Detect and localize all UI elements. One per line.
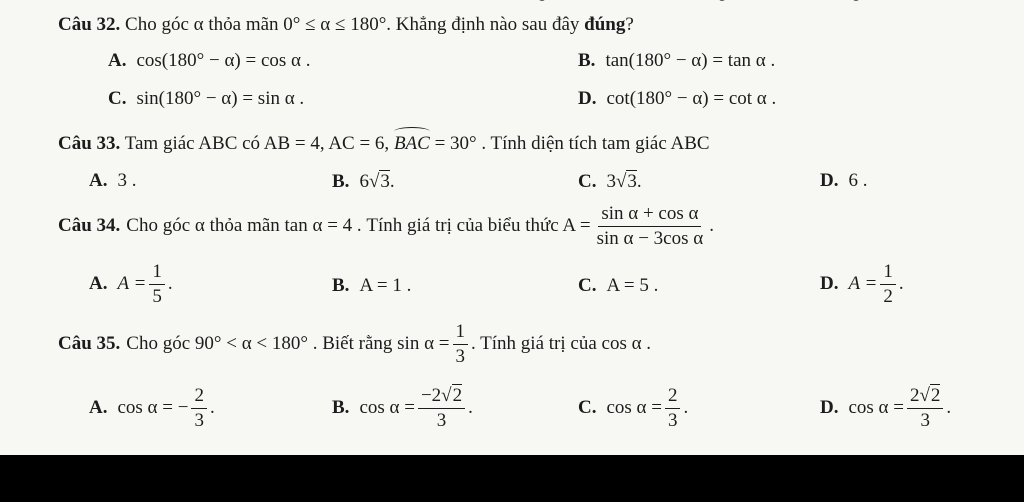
option-fraction [418, 386, 465, 431]
question-34 [58, 204, 714, 249]
option-tail: . [167, 273, 173, 295]
option-label: A. [89, 170, 108, 191]
option-label: C. [578, 170, 597, 192]
q33-option-c: C. 3 √ 3 . [578, 170, 642, 192]
numerator-coefficient: 2 [909, 385, 920, 406]
question-text: Cho góc α thỏa mãn 0° ≤ α ≤ 180°. Khẳng định nào sau đây [125, 14, 580, 35]
option-lhs: cos α = [606, 397, 662, 419]
option-lhs: cos α = [359, 397, 415, 419]
q35-option-d [820, 386, 951, 431]
question-text-end: . Tính giá trị của cos α . [471, 333, 652, 355]
q35-option-a [89, 386, 215, 431]
fraction-denominator: 3 [436, 409, 447, 431]
q34-option-b [332, 275, 411, 297]
option-tail: . [389, 170, 395, 192]
option-label: C. [108, 88, 127, 109]
question-text: Cho góc α thỏa mãn tan α = 4 . Tính giá trị của biểu thức A = [126, 215, 591, 237]
option-fraction [665, 386, 681, 431]
option-text: tan(180° − α) = tan α . [605, 50, 776, 71]
q32-option-c [108, 88, 304, 110]
fraction-numerator: 2 [191, 386, 207, 409]
option-text: A = 1 . [359, 275, 412, 296]
cropped-top-marks [0, 0, 1024, 6]
q32-option-b [578, 50, 775, 72]
option-tail: . [898, 273, 904, 295]
question-label: Câu 33. [58, 133, 121, 154]
option-text: 6 . [848, 170, 868, 191]
option-tail: . [636, 170, 642, 192]
fraction-numerator: 2 [665, 386, 681, 409]
option-text: A = 5 . [606, 275, 659, 296]
question-32 [58, 14, 634, 36]
option-coefficient: 6 [359, 170, 369, 192]
option-label: D. [820, 397, 839, 419]
question-end: ? [625, 14, 634, 35]
option-fraction [907, 386, 943, 431]
fraction-numerator: 1 [453, 322, 469, 345]
numerator-radicand: 2 [930, 385, 941, 406]
fraction-denominator: 3 [920, 409, 930, 431]
option-tail: . [683, 397, 689, 419]
option-text: cot(180° − α) = cot α . [606, 88, 777, 109]
fraction-denominator: 5 [152, 285, 162, 307]
option-text: 3 . [117, 170, 137, 191]
option-radicand: 3 [627, 171, 637, 192]
question-tail: . [709, 215, 714, 237]
option-label: B. [332, 275, 350, 296]
angle-bac: BAC [393, 133, 430, 154]
fraction-numerator: 1 [149, 262, 165, 285]
option-radicand: 3 [380, 171, 390, 192]
fraction-denominator: 3 [455, 345, 466, 367]
option-label: D. [820, 170, 839, 191]
option-label: D. [578, 88, 597, 109]
fraction-numerator: 2√2 [907, 386, 943, 409]
q33-option-a [89, 170, 136, 192]
question-text: Tam giác ABC có AB = 4, AC = 6, [124, 133, 390, 154]
q35-option-b [332, 386, 473, 431]
fraction-numerator: sin α + cos α [598, 204, 701, 227]
option-lhs: cos α = − [117, 397, 189, 419]
q32-option-a [108, 50, 310, 72]
option-fraction [191, 386, 207, 431]
option-lhs: A = [117, 273, 147, 295]
option-coefficient: 3 [606, 170, 616, 192]
question-label: Câu 34. [58, 215, 121, 237]
fraction-numerator: 1 [880, 262, 896, 285]
numerator-radicand: 2 [452, 385, 463, 406]
fraction-denominator: sin α − 3cos α [596, 227, 704, 249]
q32-option-d [578, 88, 776, 110]
fraction-numerator: −2√2 [418, 386, 465, 409]
question-35 [58, 322, 651, 367]
sin-fraction [453, 322, 469, 367]
option-label: B. [332, 170, 350, 192]
option-label: B. [578, 50, 596, 71]
option-text: sin(180° − α) = sin α . [136, 88, 305, 109]
fraction-denominator: 2 [883, 285, 893, 307]
option-label: A. [89, 273, 108, 295]
option-fraction [149, 262, 165, 307]
question-text-end: = 30° . Tính diện tích tam giác ABC [434, 133, 710, 154]
option-tail: . [468, 397, 473, 419]
fraction-denominator: 3 [194, 409, 204, 431]
option-text: cos(180° − α) = cos α . [136, 50, 311, 71]
fraction-denominator: 3 [667, 409, 678, 431]
option-label: C. [578, 397, 597, 419]
option-tail: . [946, 397, 952, 419]
q34-option-d [820, 262, 904, 307]
question-label: Câu 35. [58, 333, 121, 355]
option-lhs: A = [848, 273, 878, 295]
question-33 [58, 133, 710, 155]
q35-option-c [578, 386, 688, 431]
bottom-black-bar [0, 455, 1024, 502]
q33-option-d [820, 170, 867, 192]
q34-option-a [89, 262, 173, 307]
option-lhs: cos α = [848, 397, 904, 419]
option-fraction [880, 262, 896, 307]
option-label: C. [578, 275, 597, 296]
question-label: Câu 32. [58, 14, 121, 35]
numerator-coefficient: −2 [420, 385, 442, 406]
expression-fraction [594, 204, 707, 249]
q33-option-b: B. 6 √ 3 . [332, 170, 395, 192]
option-label: D. [820, 273, 839, 295]
option-label: A. [89, 397, 108, 419]
question-emphasis: đúng [584, 14, 626, 35]
option-label: B. [332, 397, 350, 419]
question-text: Cho góc 90° < α < 180° . Biết rằng sin α = [126, 333, 450, 355]
q34-option-c [578, 275, 658, 297]
option-tail: . [209, 397, 215, 419]
option-label: A. [108, 50, 127, 71]
